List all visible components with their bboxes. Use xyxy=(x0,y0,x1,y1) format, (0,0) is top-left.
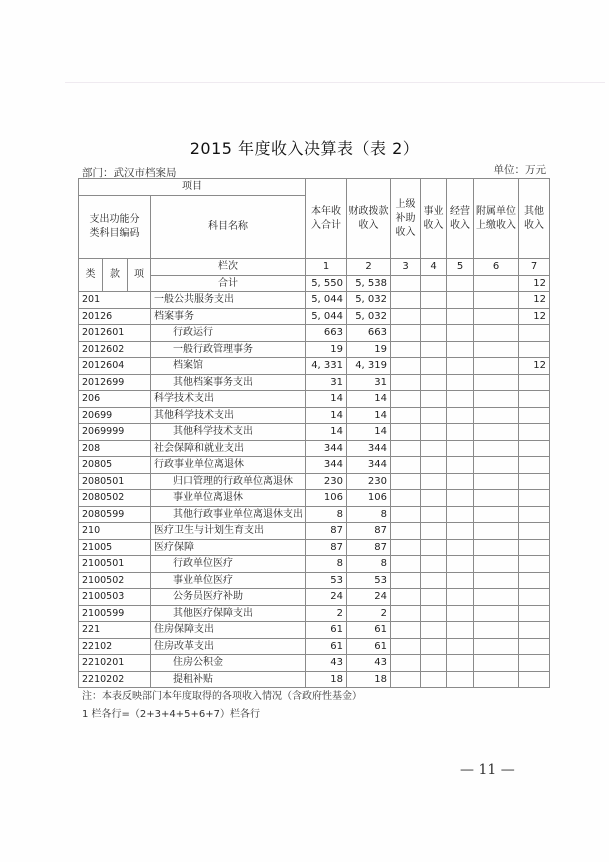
row-code: 2069999 xyxy=(79,424,151,441)
total-c6 xyxy=(474,275,519,292)
total-c4 xyxy=(421,275,447,292)
header-col-4: 事业收入 xyxy=(421,179,447,259)
row-c4 xyxy=(421,556,447,573)
row-c7 xyxy=(519,572,550,589)
row-c7 xyxy=(519,589,550,606)
col-num-2: 2 xyxy=(347,259,391,276)
row-c1: 5, 044 xyxy=(306,292,347,309)
total-c2: 5, 538 xyxy=(347,275,391,292)
row-c3 xyxy=(391,622,421,639)
row-c4 xyxy=(421,391,447,408)
row-c3 xyxy=(391,374,421,391)
header-col-7: 其他收入 xyxy=(519,179,550,259)
row-c2: 24 xyxy=(347,589,391,606)
row-c3 xyxy=(391,523,421,540)
row-c4 xyxy=(421,292,447,309)
row-c4 xyxy=(421,440,447,457)
header-lei: 类 xyxy=(79,259,103,292)
row-code: 2080502 xyxy=(79,490,151,507)
row-code: 20126 xyxy=(79,308,151,325)
row-code: 221 xyxy=(79,622,151,639)
row-c6 xyxy=(474,457,519,474)
page-title: 2015 年度收入决算表（表 2） xyxy=(189,139,420,158)
table-row xyxy=(79,440,550,457)
col-num-7: 7 xyxy=(519,259,550,276)
row-c6 xyxy=(474,440,519,457)
row-code: 208 xyxy=(79,440,151,457)
row-c3 xyxy=(391,391,421,408)
row-code: 2100501 xyxy=(79,556,151,573)
header-xiang: 项 xyxy=(128,259,151,292)
row-c5 xyxy=(447,671,474,688)
row-c1: 18 xyxy=(306,671,347,688)
row-code: 21005 xyxy=(79,539,151,556)
row-name: 其他科学技术支出 xyxy=(151,424,306,441)
row-c5 xyxy=(447,292,474,309)
row-c6 xyxy=(474,391,519,408)
row-code: 22102 xyxy=(79,638,151,655)
row-c2: 2 xyxy=(347,605,391,622)
row-c4 xyxy=(421,473,447,490)
row-c7 xyxy=(519,556,550,573)
row-c3 xyxy=(391,292,421,309)
row-c5 xyxy=(447,457,474,474)
row-c1: 106 xyxy=(306,490,347,507)
row-c2: 31 xyxy=(347,374,391,391)
row-name: 医疗卫生与计划生育支出 xyxy=(151,523,306,540)
col-num-4: 4 xyxy=(421,259,447,276)
row-c5 xyxy=(447,424,474,441)
header-col-5: 经营收入 xyxy=(447,179,474,259)
row-c3 xyxy=(391,539,421,556)
row-c3 xyxy=(391,572,421,589)
row-name: 档案事务 xyxy=(151,308,306,325)
row-c7 xyxy=(519,424,550,441)
row-c7 xyxy=(519,473,550,490)
row-c7 xyxy=(519,655,550,672)
row-c2: 14 xyxy=(347,424,391,441)
row-c6 xyxy=(474,308,519,325)
row-code: 2012604 xyxy=(79,358,151,375)
table-row xyxy=(79,325,550,342)
table-row xyxy=(79,655,550,672)
row-c4 xyxy=(421,605,447,622)
page-number: — 11 — xyxy=(460,762,515,778)
row-code: 2210201 xyxy=(79,655,151,672)
row-code: 2080501 xyxy=(79,473,151,490)
row-c4 xyxy=(421,308,447,325)
header-col-3: 上级补助收入 xyxy=(391,179,421,259)
table-row xyxy=(79,292,550,309)
row-code: 2012601 xyxy=(79,325,151,342)
row-name: 社会保障和就业支出 xyxy=(151,440,306,457)
row-c2: 14 xyxy=(347,391,391,408)
lanci-label: 栏次 xyxy=(151,259,306,276)
table-row xyxy=(79,523,550,540)
row-c5 xyxy=(447,638,474,655)
row-c6 xyxy=(474,292,519,309)
row-c3 xyxy=(391,308,421,325)
row-c5 xyxy=(447,605,474,622)
row-c3 xyxy=(391,358,421,375)
row-c2: 5, 032 xyxy=(347,292,391,309)
row-c3 xyxy=(391,473,421,490)
row-c1: 87 xyxy=(306,523,347,540)
row-c2: 87 xyxy=(347,539,391,556)
row-c4 xyxy=(421,424,447,441)
total-c7: 12 xyxy=(519,275,550,292)
row-name: 档案馆 xyxy=(151,358,306,375)
col-num-1: 1 xyxy=(306,259,347,276)
row-c1: 663 xyxy=(306,325,347,342)
row-c4 xyxy=(421,325,447,342)
row-c1: 14 xyxy=(306,391,347,408)
header-kuan: 款 xyxy=(103,259,128,292)
row-name: 其他科学技术支出 xyxy=(151,407,306,424)
col-num-3: 3 xyxy=(391,259,421,276)
row-c3 xyxy=(391,671,421,688)
row-c6 xyxy=(474,473,519,490)
table-row xyxy=(79,308,550,325)
row-c4 xyxy=(421,671,447,688)
total-c3 xyxy=(391,275,421,292)
row-code: 2100503 xyxy=(79,589,151,606)
scan-line xyxy=(65,82,605,83)
row-code: 2012602 xyxy=(79,341,151,358)
row-c7 xyxy=(519,671,550,688)
row-c7 xyxy=(519,490,550,507)
row-c6 xyxy=(474,358,519,375)
table-row xyxy=(79,605,550,622)
row-c3 xyxy=(391,490,421,507)
row-c3 xyxy=(391,638,421,655)
row-name: 住房保障支出 xyxy=(151,622,306,639)
row-c4 xyxy=(421,374,447,391)
row-code: 2100502 xyxy=(79,572,151,589)
row-name: 提租补贴 xyxy=(151,671,306,688)
note-2: 1 栏各行=（2+3+4+5+6+7）栏各行 xyxy=(82,709,260,720)
row-c3 xyxy=(391,605,421,622)
row-name: 一般公共服务支出 xyxy=(151,292,306,309)
header-col-2: 财政拨款收入 xyxy=(347,179,391,259)
row-name: 一般行政管理事务 xyxy=(151,341,306,358)
header-code-group: 支出功能分类科目编码 xyxy=(79,196,151,259)
row-c6 xyxy=(474,655,519,672)
row-c1: 344 xyxy=(306,440,347,457)
row-c7: 12 xyxy=(519,308,550,325)
row-c4 xyxy=(421,539,447,556)
table-row xyxy=(79,556,550,573)
row-c5 xyxy=(447,374,474,391)
row-c2: 19 xyxy=(347,341,391,358)
table-row xyxy=(79,671,550,688)
row-c3 xyxy=(391,655,421,672)
row-c7 xyxy=(519,457,550,474)
row-c1: 230 xyxy=(306,473,347,490)
row-name: 其他医疗保障支出 xyxy=(151,605,306,622)
table-row xyxy=(79,539,550,556)
row-c4 xyxy=(421,407,447,424)
total-c5 xyxy=(447,275,474,292)
row-c7 xyxy=(519,605,550,622)
total-c1: 5, 550 xyxy=(306,275,347,292)
row-name: 其他档案事务支出 xyxy=(151,374,306,391)
table-row xyxy=(79,358,550,375)
row-c1: 14 xyxy=(306,424,347,441)
row-c5 xyxy=(447,308,474,325)
row-c1: 53 xyxy=(306,572,347,589)
row-c6 xyxy=(474,523,519,540)
row-name: 科学技术支出 xyxy=(151,391,306,408)
row-c1: 61 xyxy=(306,638,347,655)
row-code: 201 xyxy=(79,292,151,309)
row-name: 事业单位离退休 xyxy=(151,490,306,507)
header-col-6: 附属单位上缴收入 xyxy=(474,179,519,259)
table-row xyxy=(79,424,550,441)
row-c5 xyxy=(447,358,474,375)
row-c6 xyxy=(474,589,519,606)
row-c2: 230 xyxy=(347,473,391,490)
row-name: 事业单位医疗 xyxy=(151,572,306,589)
row-c4 xyxy=(421,589,447,606)
row-c3 xyxy=(391,325,421,342)
row-c4 xyxy=(421,572,447,589)
row-c6 xyxy=(474,622,519,639)
row-c6 xyxy=(474,407,519,424)
row-c7 xyxy=(519,440,550,457)
row-c2: 61 xyxy=(347,638,391,655)
row-c7: 12 xyxy=(519,292,550,309)
row-code: 2100599 xyxy=(79,605,151,622)
row-c5 xyxy=(447,622,474,639)
row-c5 xyxy=(447,655,474,672)
row-c4 xyxy=(421,358,447,375)
row-c5 xyxy=(447,506,474,523)
table-row xyxy=(79,391,550,408)
row-c7 xyxy=(519,391,550,408)
row-c1: 14 xyxy=(306,407,347,424)
row-c4 xyxy=(421,622,447,639)
unit-label: 单位：万元 xyxy=(493,164,546,176)
row-c2: 87 xyxy=(347,523,391,540)
row-c1: 24 xyxy=(306,589,347,606)
row-c7 xyxy=(519,374,550,391)
row-c3 xyxy=(391,457,421,474)
row-c6 xyxy=(474,341,519,358)
col-num-6: 6 xyxy=(474,259,519,276)
row-c7 xyxy=(519,407,550,424)
row-c1: 2 xyxy=(306,605,347,622)
table-row xyxy=(79,407,550,424)
row-c4 xyxy=(421,457,447,474)
row-c3 xyxy=(391,556,421,573)
row-c4 xyxy=(421,655,447,672)
row-c2: 344 xyxy=(347,457,391,474)
row-c5 xyxy=(447,556,474,573)
row-name: 行政单位医疗 xyxy=(151,556,306,573)
table-row xyxy=(79,374,550,391)
row-c1: 31 xyxy=(306,374,347,391)
row-c2: 18 xyxy=(347,671,391,688)
row-c2: 5, 032 xyxy=(347,308,391,325)
row-name: 归口管理的行政单位离退休 xyxy=(151,473,306,490)
row-c1: 19 xyxy=(306,341,347,358)
row-c6 xyxy=(474,490,519,507)
row-c7 xyxy=(519,506,550,523)
row-name: 行政运行 xyxy=(151,325,306,342)
row-code: 2012699 xyxy=(79,374,151,391)
row-c5 xyxy=(447,341,474,358)
row-c3 xyxy=(391,440,421,457)
row-c5 xyxy=(447,391,474,408)
row-code: 20699 xyxy=(79,407,151,424)
row-c2: 4, 319 xyxy=(347,358,391,375)
row-c7 xyxy=(519,638,550,655)
row-c5 xyxy=(447,325,474,342)
row-c5 xyxy=(447,523,474,540)
row-c1: 4, 331 xyxy=(306,358,347,375)
row-c5 xyxy=(447,589,474,606)
row-c1: 344 xyxy=(306,457,347,474)
row-code: 210 xyxy=(79,523,151,540)
table-row xyxy=(79,572,550,589)
table-row xyxy=(79,457,550,474)
row-c2: 53 xyxy=(347,572,391,589)
row-c6 xyxy=(474,424,519,441)
row-c4 xyxy=(421,506,447,523)
table-row xyxy=(79,506,550,523)
row-code: 206 xyxy=(79,391,151,408)
row-c2: 8 xyxy=(347,506,391,523)
row-c4 xyxy=(421,523,447,540)
row-c1: 43 xyxy=(306,655,347,672)
row-c5 xyxy=(447,407,474,424)
row-c7 xyxy=(519,622,550,639)
row-c3 xyxy=(391,506,421,523)
row-c1: 8 xyxy=(306,506,347,523)
row-c2: 61 xyxy=(347,622,391,639)
row-c5 xyxy=(447,539,474,556)
row-c1: 5, 044 xyxy=(306,308,347,325)
row-c6 xyxy=(474,539,519,556)
row-name: 医疗保障 xyxy=(151,539,306,556)
row-c2: 8 xyxy=(347,556,391,573)
row-c6 xyxy=(474,671,519,688)
row-c2: 43 xyxy=(347,655,391,672)
row-c4 xyxy=(421,638,447,655)
row-c5 xyxy=(447,572,474,589)
row-c6 xyxy=(474,556,519,573)
row-c7 xyxy=(519,325,550,342)
col-num-5: 5 xyxy=(447,259,474,276)
table-row xyxy=(79,473,550,490)
department-label: 部门：武汉市档案局 xyxy=(82,167,177,179)
row-c2: 106 xyxy=(347,490,391,507)
row-c6 xyxy=(474,638,519,655)
row-c7: 12 xyxy=(519,358,550,375)
row-name: 其他行政事业单位离退休支出 xyxy=(151,506,306,523)
row-c3 xyxy=(391,589,421,606)
table-row xyxy=(79,622,550,639)
header-name: 科目名称 xyxy=(151,196,306,259)
row-c7 xyxy=(519,341,550,358)
row-c5 xyxy=(447,440,474,457)
row-name: 住房公积金 xyxy=(151,655,306,672)
row-c6 xyxy=(474,572,519,589)
row-c3 xyxy=(391,341,421,358)
row-c7 xyxy=(519,523,550,540)
row-c5 xyxy=(447,473,474,490)
total-label: 合计 xyxy=(151,275,306,292)
row-c5 xyxy=(447,490,474,507)
table-row xyxy=(79,638,550,655)
row-c6 xyxy=(474,374,519,391)
row-c6 xyxy=(474,605,519,622)
row-name: 住房改革支出 xyxy=(151,638,306,655)
row-c2: 663 xyxy=(347,325,391,342)
row-code: 2210202 xyxy=(79,671,151,688)
row-c2: 14 xyxy=(347,407,391,424)
row-name: 公务员医疗补助 xyxy=(151,589,306,606)
row-c4 xyxy=(421,341,447,358)
row-name: 行政事业单位离退休 xyxy=(151,457,306,474)
row-c2: 344 xyxy=(347,440,391,457)
row-c6 xyxy=(474,506,519,523)
row-c1: 8 xyxy=(306,556,347,573)
row-c7 xyxy=(519,539,550,556)
row-code: 2080599 xyxy=(79,506,151,523)
row-c3 xyxy=(391,424,421,441)
row-c1: 87 xyxy=(306,539,347,556)
row-c3 xyxy=(391,407,421,424)
note-1: 注：本表反映部门本年度取得的各项收入情况（含政府性基金） xyxy=(82,691,362,702)
row-c4 xyxy=(421,490,447,507)
table-row xyxy=(79,490,550,507)
row-c6 xyxy=(474,325,519,342)
header-project: 项目 xyxy=(79,179,306,196)
row-c1: 61 xyxy=(306,622,347,639)
table-row xyxy=(79,589,550,606)
row-code: 20805 xyxy=(79,457,151,474)
table-row xyxy=(79,341,550,358)
income-table xyxy=(78,178,550,688)
header-col-1: 本年收入合计 xyxy=(306,179,347,259)
